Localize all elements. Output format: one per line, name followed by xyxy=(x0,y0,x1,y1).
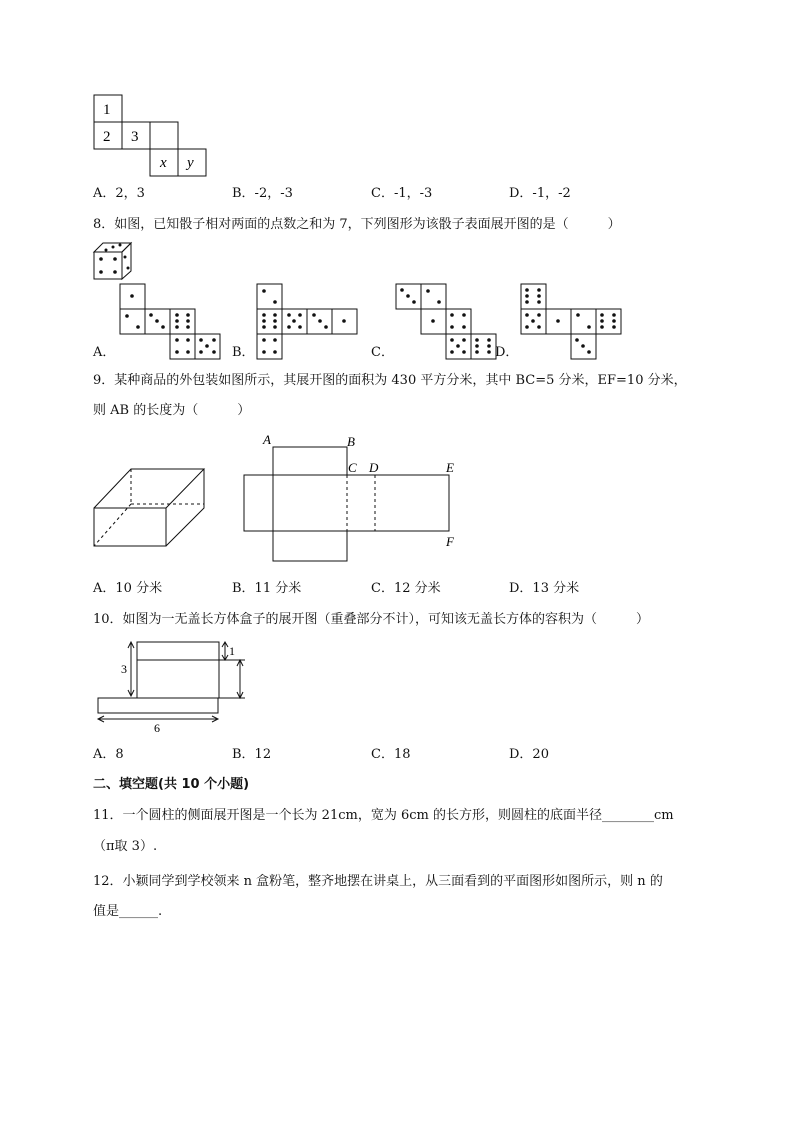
q9-option-b: B．11 分米 xyxy=(232,581,302,596)
q9-option-c: C．12 分米 xyxy=(371,581,441,596)
section-title: 二、填空题(共 10 个小题) xyxy=(93,777,250,792)
q11-line1: 11．一个圆柱的侧面展开图是一个长为 21cm，宽为 6cm 的长方形，则圆柱的底面半径________cm xyxy=(93,808,674,823)
q9-point-e: E xyxy=(446,460,454,475)
q7-option-b: B．-2，-3 xyxy=(232,186,293,201)
q7-cell-3: 3 xyxy=(131,129,139,145)
q10-option-d: D．20 xyxy=(509,747,549,762)
q8-stem: 8．如图，已知骰子相对两面的点数之和为 7，下列图形为该骰子表面展开图的是（ ） xyxy=(93,217,621,232)
q9-point-b: B xyxy=(347,434,355,449)
q8-option-a-label: A． xyxy=(93,345,116,360)
q10-option-b: B．12 xyxy=(232,747,272,762)
q9-stem-line1: 9．某种商品的外包装如图所示，其展开图的面积为 430 平方分米，其中 BC=5 分米，EF=10 分米， xyxy=(93,373,687,388)
q9-point-a: A xyxy=(263,432,271,447)
q11-line2: （π取 3）. xyxy=(93,839,158,854)
q7-cell-x: x xyxy=(160,155,167,171)
q10-dim-1: 1 xyxy=(229,644,235,658)
q7-option-a: A．2，3 xyxy=(93,186,145,201)
q8-option-d-label: D． xyxy=(495,345,519,360)
q9-stem-line2: 则 AB 的长度为（ ） xyxy=(93,403,251,418)
q9-point-c: C xyxy=(348,460,357,475)
q9-option-d: D．13 分米 xyxy=(509,581,580,596)
q10-stem: 10．如图为一无盖长方体盒子的展开图（重叠部分不计），可知该无盖长方体的容积为（ ） xyxy=(93,612,650,627)
q9-point-d: D xyxy=(369,460,379,475)
q9-option-a: A．10 分米 xyxy=(93,581,163,596)
q7-option-d: D．-1，-2 xyxy=(509,186,571,201)
q10-dim-3: 3 xyxy=(121,662,127,676)
q12-line1: 12．小颖同学到学校领来 n 盒粉笔，整齐地摆在讲桌上，从三面看到的平面图形如图所示，则 n 的 xyxy=(93,874,663,889)
q10-option-a: A．8 xyxy=(93,747,124,762)
q7-option-c: C．-1，-3 xyxy=(371,186,433,201)
q8-option-c-label: C． xyxy=(371,345,394,360)
q10-dim-6: 6 xyxy=(154,721,160,735)
q12-line2: 值是______. xyxy=(93,904,163,919)
q10-option-c: C．18 xyxy=(371,747,411,762)
q7-cell-1: 1 xyxy=(103,102,111,118)
q7-cell-2: 2 xyxy=(103,129,111,145)
q8-option-b-label: B． xyxy=(232,345,255,360)
q9-point-f: F xyxy=(446,534,454,549)
q7-cell-y: y xyxy=(187,155,194,171)
